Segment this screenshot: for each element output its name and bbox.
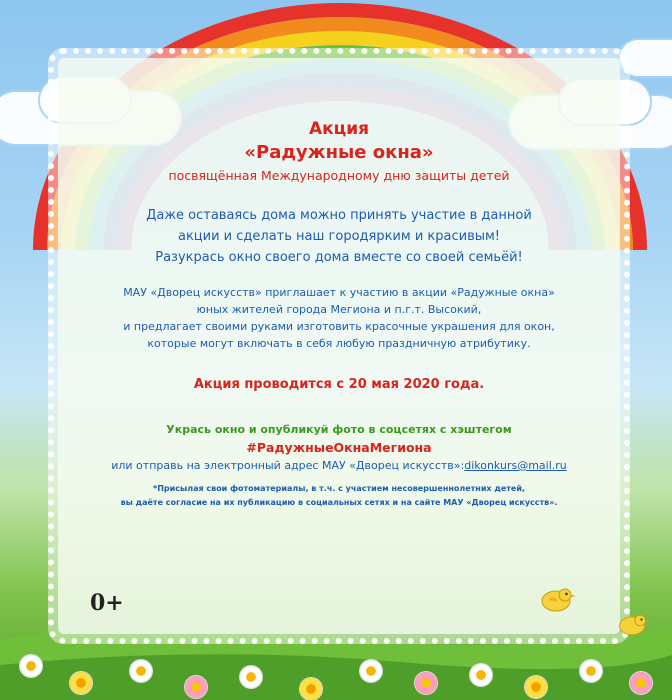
lead-line: Разукрась окно своего дома вместе со своей семьёй! — [155, 250, 523, 265]
email-line — [58, 457, 620, 474]
bird-icon — [616, 610, 650, 638]
flower-icon — [240, 666, 262, 688]
title-line-1: Акция — [308, 119, 370, 139]
lead-paragraph — [58, 205, 620, 268]
body-line: и предлагает своими руками изготовить красочные украшения для окон, — [123, 320, 555, 333]
body-paragraph — [58, 284, 620, 352]
lead-line: акции и сделать наш городярким и красивым! — [177, 229, 501, 244]
flower-icon — [70, 672, 92, 694]
hashtag: #РадужныеОкнаМегиона — [246, 440, 432, 455]
body-line: юных жителей города Мегиона и п.г.т. Высокий, — [196, 303, 482, 316]
footnote-line: *Присылая свои фотоматериалы, в т.ч. с участием несовершеннолетних детей, — [153, 484, 525, 493]
flower-icon — [185, 676, 207, 698]
flower-icon — [580, 660, 602, 682]
lead-line: Даже оставаясь дома можно принять участие в данной — [146, 208, 532, 223]
bird-icon — [538, 584, 576, 614]
title-line-2: «Радужные окна» — [244, 142, 434, 163]
event-date: Акция проводится с 20 мая 2020 года. — [193, 377, 485, 392]
flower-icon — [130, 660, 152, 682]
cloud-far-right — [620, 40, 672, 76]
flower-icon — [415, 672, 437, 694]
flower-icon — [525, 676, 547, 698]
body-line: которые могут включать в себя любую праздничную атрибутику. — [147, 337, 531, 350]
subtitle: посвящённая Международному дню защиты детей — [168, 168, 510, 183]
email-prefix: или отправь на электронный адрес МАУ «Дворец искусств»: — [111, 459, 465, 472]
flower-icon — [630, 672, 652, 694]
footnote — [58, 482, 620, 510]
flyer-content — [58, 58, 620, 510]
flower-icon — [300, 678, 322, 700]
flower-icon — [20, 655, 42, 677]
flower-icon — [360, 660, 382, 682]
call-to-action: Укрась окно и опубликуй фото в соцсетях с хэштегом — [166, 423, 512, 436]
flower-icon — [470, 664, 492, 686]
footnote-line: вы даёте согласие на их публикацию в социальных сетях и на сайте МАУ «Дворец искусств». — [120, 498, 558, 507]
body-line: МАУ «Дворец искусств» приглашает к участию в акции «Радужные окна» — [123, 286, 555, 299]
age-rating: 0+ — [90, 590, 124, 616]
email-link[interactable]: dikonkurs@mail.ru — [464, 459, 567, 472]
